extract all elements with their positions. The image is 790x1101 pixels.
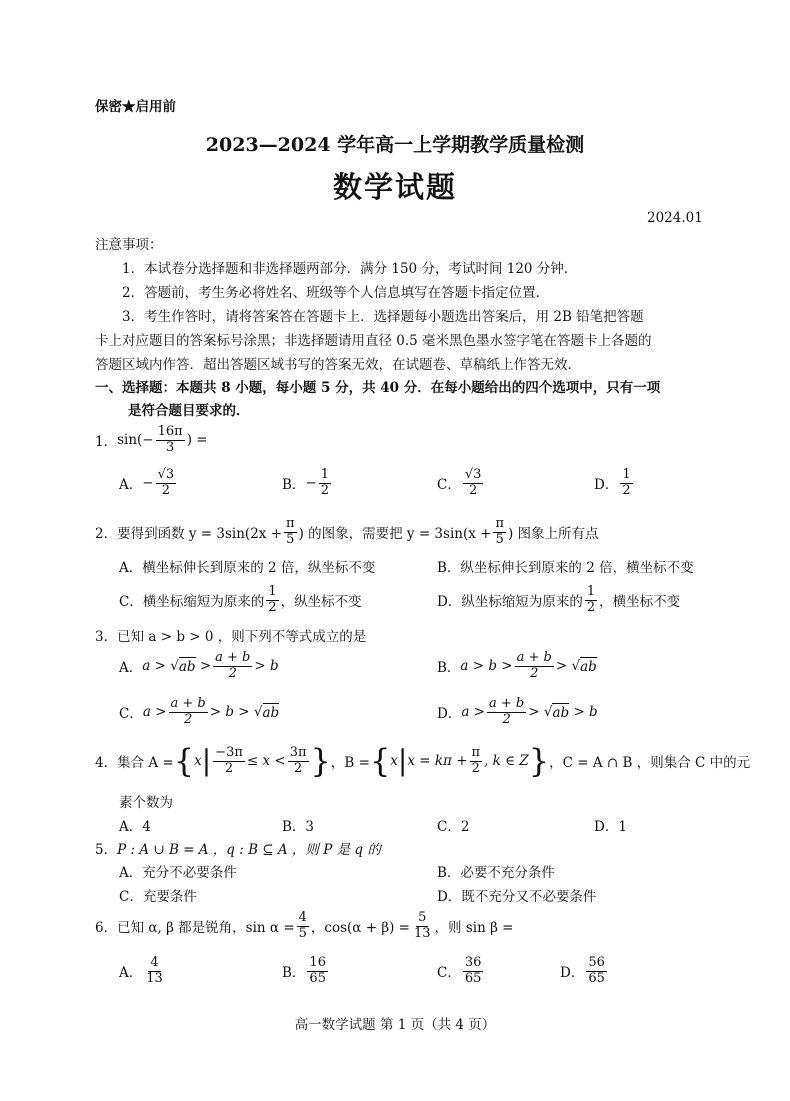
q4-option-b: B．3 [282, 819, 315, 835]
q2-option-c: C．横坐标缩短为原来的 $\frac{1}{2}$ ，纵坐标不变 [119, 583, 362, 615]
q2-option-a: A．横坐标伸长到原来的 2 倍，纵坐标不变 [119, 560, 376, 576]
question-3-stem: 3．已知 a > b > 0 ，则下列不等式成立的是 [95, 629, 367, 645]
notes-heading: 注意事项： [95, 237, 163, 253]
question-4-stem: 4． 集合 A = { x | $\frac{-3\pi}{2}$ ≤ x < $\frac{3\pi}{2}$ } ，B = { x | x = kπ + $\frac{\pi}{2}$ , k ∈ Z } ，C = A ∩ B ，则集合 C 中的元 [95, 742, 751, 780]
q5-option-a: A．充分不必要条件 [119, 865, 237, 881]
question-6-stem: 6． 已知 α, β 都是锐角，sin α = $\frac{4}{5}$ ，cos(α + β) = $\frac{5}{13}$ ，则 sin β = [95, 909, 514, 941]
section-1-heading-cont: 是符合题目要求的． [128, 403, 250, 419]
q2-option-b: B．纵坐标伸长到原来的 2 倍，横坐标不变 [437, 560, 694, 576]
note-item-3-line-1: 3．考生作答时，请将答案答在答题卡上．选择题每小题选出答案后，用 2B 铅笔把答题 [122, 309, 644, 325]
q1-option-b: B． − $\frac{1}{2}$ [282, 466, 330, 498]
question-number: 1． [95, 434, 118, 450]
question-1-stem [95, 420, 208, 460]
q1-option-c: C． $\frac{√3}{2}$ [437, 466, 482, 498]
q1-expr-post: ) = [186, 432, 208, 448]
q6-option-a: A． $\frac{4}{13}$ [119, 954, 163, 986]
q5-option-d: D．既不充分又不必要条件 [437, 889, 597, 905]
question-5-stem: 5．P : A ∪ B = A ，q : B ⊆ A ，则 P 是 q 的 [95, 842, 381, 858]
q3-option-c: C． a > $\frac{a + b}{2}$ > b > √ ab [119, 695, 280, 727]
q6-option-b: B． $\frac{16}{65}$ [282, 954, 326, 986]
q1-option-a: A． − $\frac{√3}{2}$ [119, 466, 175, 498]
question-2-stem: 2． 要得到函数 y = 3sin(2x + $\frac{\pi}{5}$ ) 的图象，需要把 y = 3sin(x + $\frac{\pi}{5}$ ) 图象上所有点 [95, 515, 599, 547]
exam-title: 2023—2024 学年高一上学期教学质量检测 [205, 134, 585, 156]
q2-option-d: D．纵坐标缩短为原来的 $\frac{1}{2}$ ，横坐标不变 [437, 583, 681, 615]
subject-title: 数学试题 [332, 170, 457, 204]
q5-option-c: C．充要条件 [119, 889, 197, 905]
q3-option-b: B． a > b > $\frac{a + b}{2}$ > √ ab [437, 649, 597, 681]
question-4-stem-cont: 素个数为 [119, 795, 173, 811]
note-item-2: 2．答题前，考生务必将姓名、班级等个人信息填写在答题卡指定位置． [122, 285, 550, 301]
q1-option-d: D． $\frac{1}{2}$ [594, 466, 631, 498]
q3-option-a: A． a > √ ab > $\frac{a + b}{2}$ > b [119, 649, 279, 681]
confidential-mark: 保密★启用前 [95, 99, 176, 115]
exam-date: 2024.01 [647, 210, 703, 226]
note-item-3-line-2: 卡上对应题目的答案标号涂黑；非选择题请用直径 0.5 毫米黑色墨水签字笔在答题卡上各题的 [95, 333, 652, 349]
note-item-3-line-3: 答题区域内作答．超出答题区域书写的答案无效，在试题卷、草稿纸上作答无效． [95, 357, 581, 373]
q4-option-c: C．2 [437, 819, 470, 835]
q4-option-d: D．1 [594, 819, 627, 835]
q4-option-a: A．4 [119, 819, 151, 835]
q5-option-b: B．必要不充分条件 [437, 865, 555, 881]
q6-option-d: D． $\frac{56}{65}$ [560, 954, 605, 986]
q3-option-d: D． a > $\frac{a + b}{2}$ > √ ab > b [437, 695, 598, 727]
q1-expr-pre: sin(− [117, 432, 154, 448]
page-footer: 高一数学试题 第 1 页（共 4 页） [294, 1017, 496, 1033]
section-1-heading: 一、选择题：本题共 8 小题，每小题 5 分，共 40 分．在每小题给出的四个选项中，只有一项 [95, 380, 661, 396]
q1-fraction: $\frac{16\pi}{3}$ [157, 423, 183, 455]
note-item-1: 1．本试卷分选择题和非选择题两部分．满分 150 分，考试时间 120 分钟． [122, 261, 578, 277]
q6-option-c: C． $\frac{36}{65}$ [437, 954, 482, 986]
